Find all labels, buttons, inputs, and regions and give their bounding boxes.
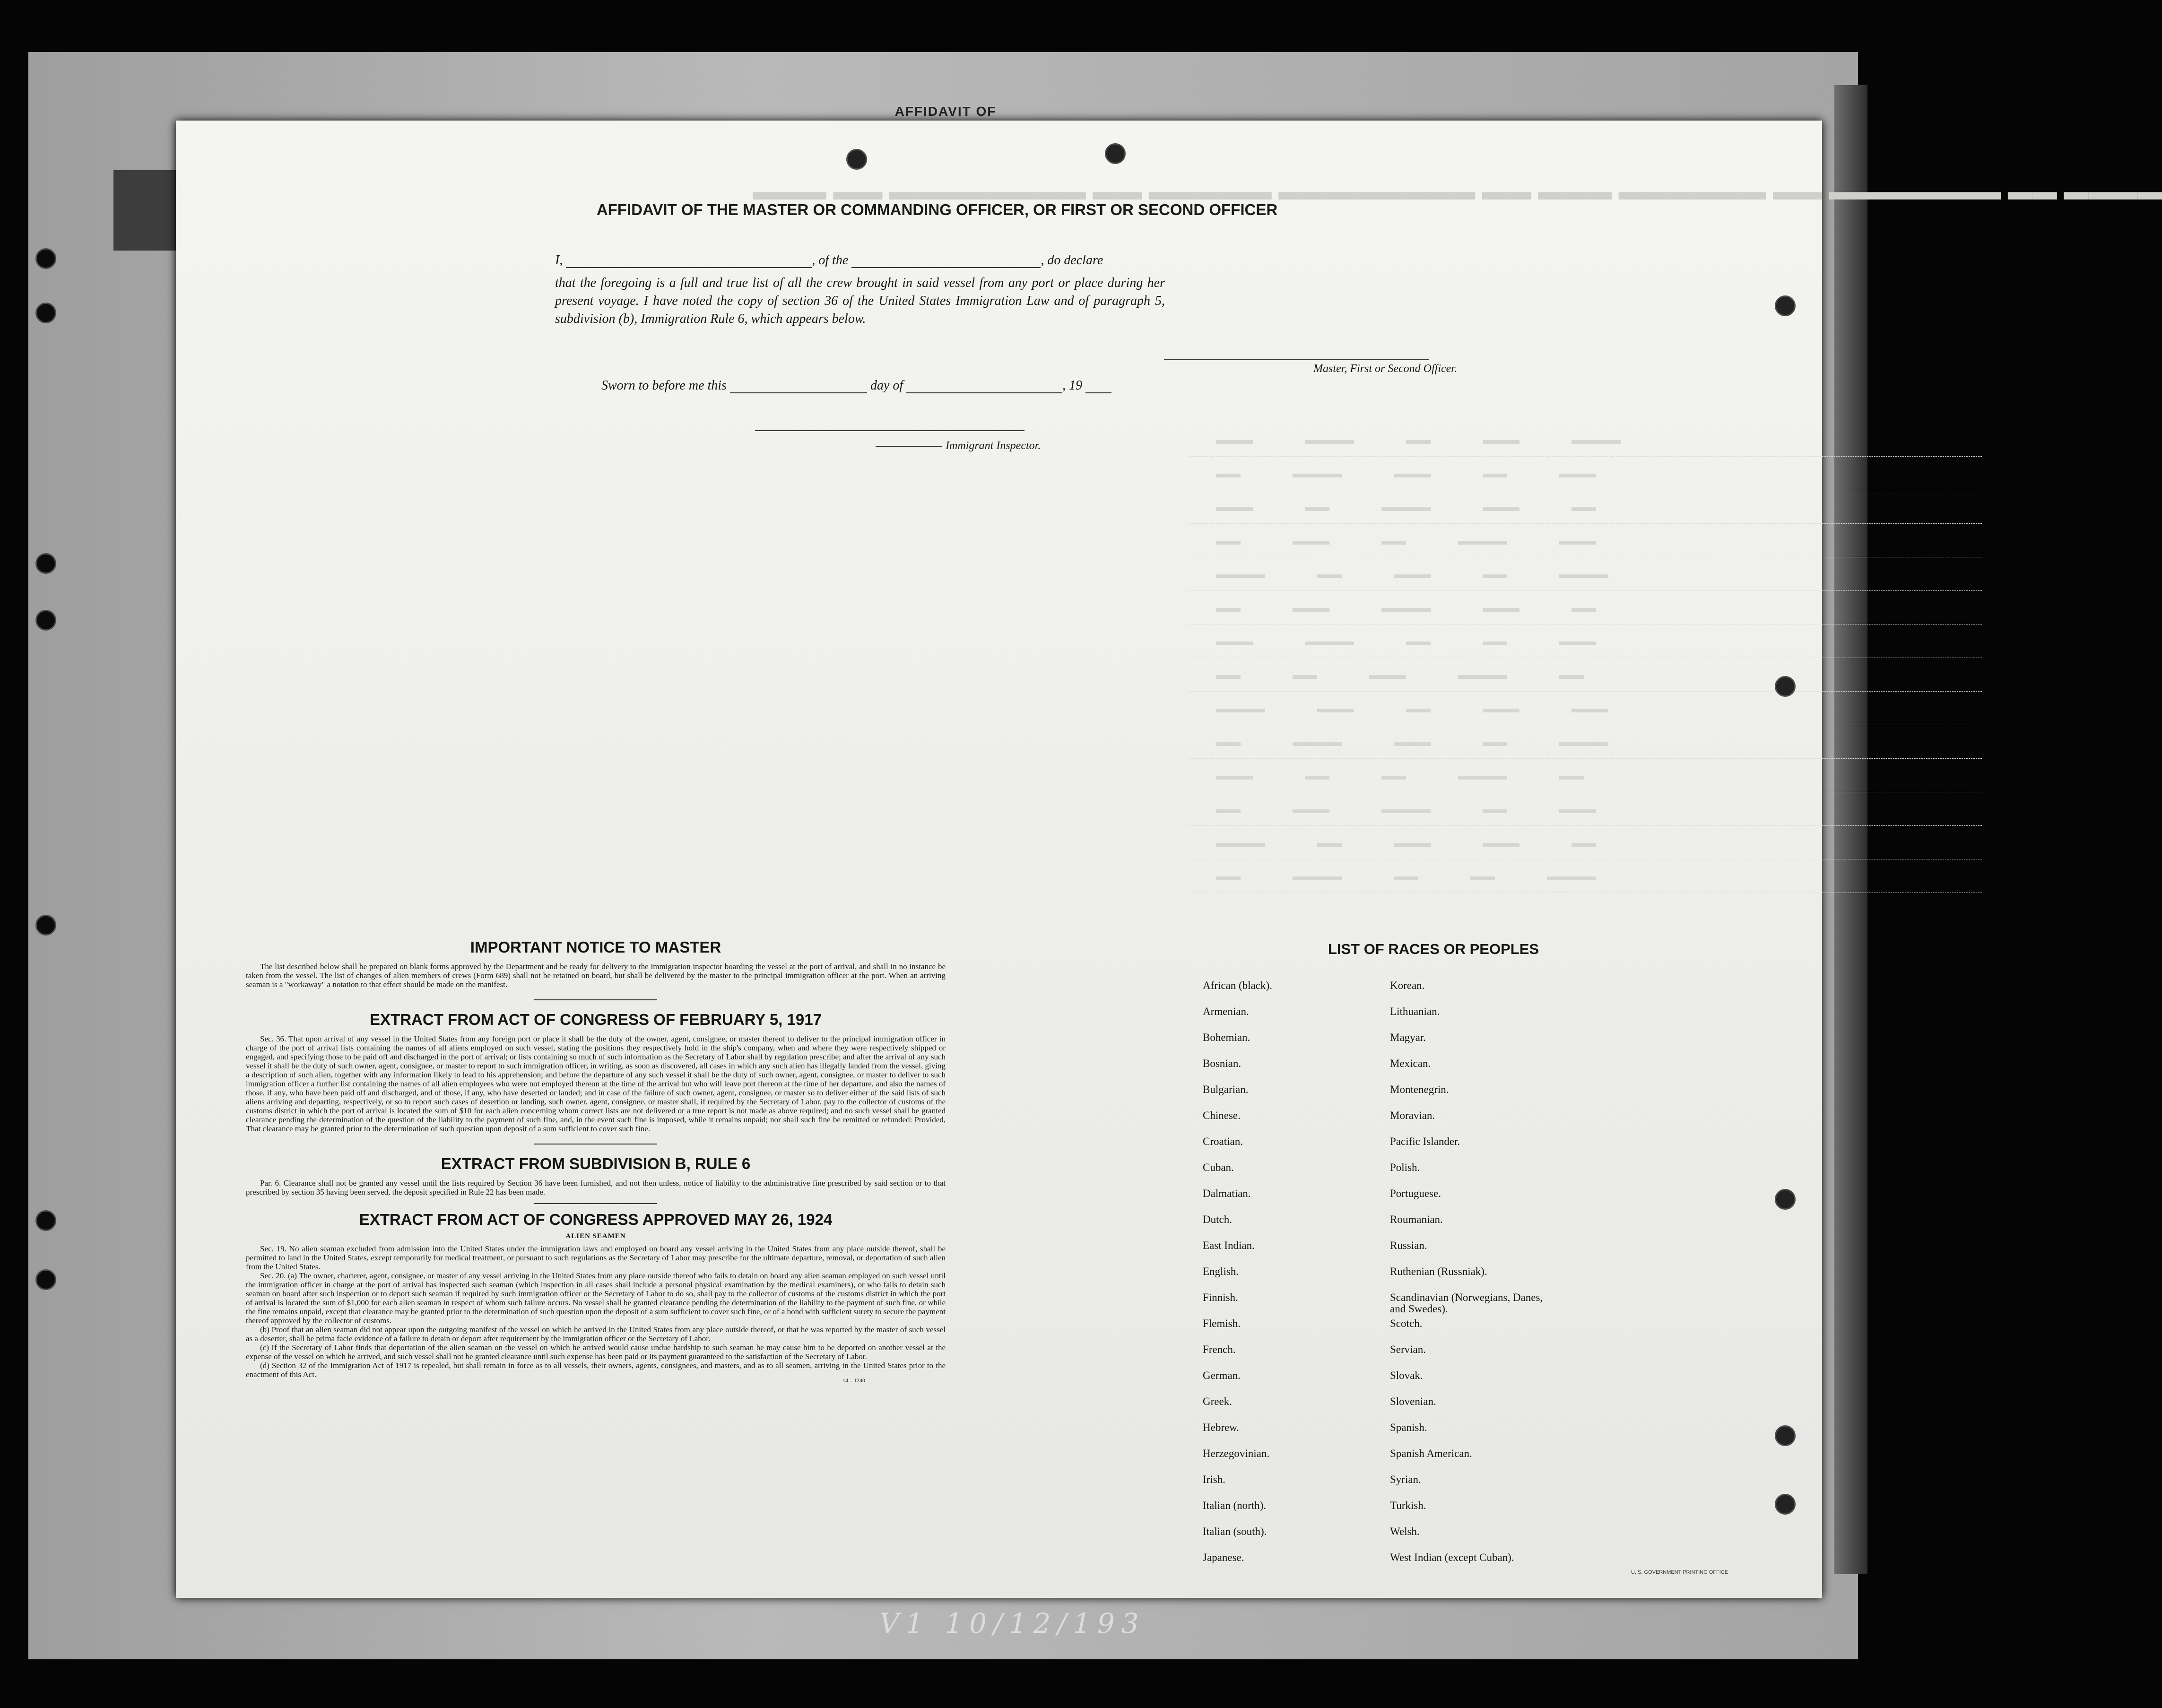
- inspector-signature-line[interactable]: [755, 430, 1025, 431]
- notice-text: The list described below shall be prepared on blank forms approved by the Department and be ready for delivery to the immigration inspector boarding the vessel at the port of arrival, and shall in no instance be taken from the vessel. The list of changes of alien members of crews (Form 689) shall not be retained on board, but shall be delivered by the master to the principal immigration officer at the port. When an arriving seaman is a "workaway" a notation to that effect should be made on the manifest.: [246, 962, 946, 989]
- sworn-year-label: , 19: [1062, 378, 1083, 393]
- inspector-label: Immigrant Inspector.: [946, 440, 1041, 452]
- race-item: Bohemian.: [1203, 1032, 1250, 1043]
- race-item: Bosnian.: [1203, 1058, 1242, 1069]
- race-item: Greek.: [1203, 1396, 1232, 1407]
- race-item: Lithuanian.: [1390, 1006, 1440, 1017]
- race-item: Russian.: [1390, 1240, 1427, 1251]
- sworn-line: [601, 378, 1192, 393]
- vessel-name-blank[interactable]: [851, 255, 1041, 268]
- binder-hole: [35, 303, 56, 323]
- manifest-page: [176, 121, 2162, 1598]
- extract-1924-sec20d: (d) Section 32 of the Immigration Act of 1917 is repealed, but shall remain in force as to all vessels, their owners, agents, consignees, and masters, and as to all seamen, arriving in the United States prior to the enactment of this Act.: [246, 1361, 946, 1379]
- race-item: Slovak.: [1390, 1370, 1423, 1381]
- race-item: English.: [1203, 1266, 1239, 1277]
- extract-1924-sec19: Sec. 19. No alien seaman excluded from admission into the United States under the immigration laws and employed on board any vessel arriving in the United States from any place outside thereof, shall be permitted to land in the United States, except temporarily for medical treatment, or pursuant to such regulations as the Secretary of Labor may prescribe for the ultimate departure, removal, or deportation of such alien from the United States.: [246, 1244, 946, 1271]
- race-item: Turkish.: [1390, 1500, 1426, 1511]
- binder-hole: [35, 610, 56, 631]
- master-signature-label: Master, First or Second Officer.: [1313, 363, 1457, 375]
- race-item: Cuban.: [1203, 1162, 1234, 1173]
- race-item: French.: [1203, 1344, 1236, 1355]
- extract-1924-sec20b: (b) Proof that an alien seaman did not appear upon the outgoing manifest of the vessel on which he arrived in the United States from any place outside thereof, or that he was reported by the master of such vessel as a deserter, shall be prima facie evidence of a failure to detain or deport after requirement by the immigration officer or the Secretary of Labor.: [246, 1325, 946, 1343]
- extract-1924-sec20c: (c) If the Secretary of Labor finds that deportation of the alien seaman on the vessel on which he arrived would cause undue hardship to such seaman he may cause him to be deported on another vessel at the expense of the vessel on which he arrived, and such vessel shall not be granted clearance until such expense has been paid or its payment guaranteed to the satisfaction of the Secretary of Labor.: [246, 1343, 946, 1361]
- binder-hole: [1775, 1189, 1796, 1210]
- binder-hole: [35, 1210, 56, 1231]
- binder-hole: [35, 1269, 56, 1290]
- binder-hole: [35, 553, 56, 574]
- form-code: 14—1240: [842, 1377, 865, 1384]
- race-item: Dalmatian.: [1203, 1188, 1251, 1199]
- race-item: Scandinavian (Norwegians, Danes, and Swedes).: [1390, 1292, 1543, 1315]
- race-item: Welsh.: [1390, 1526, 1420, 1537]
- binder-hole: [1775, 1494, 1796, 1515]
- race-item: Portuguese.: [1390, 1188, 1441, 1199]
- do-declare-label: , do declare: [1041, 253, 1103, 268]
- sworn-day-of: day of: [870, 378, 903, 393]
- race-item: Montenegrin.: [1390, 1084, 1449, 1095]
- bleedthrough-rows: ▬▬▬ ▬▬▬▬ ▬▬ ▬▬▬ ▬▬▬▬ ▬▬ ▬▬▬▬ ▬▬▬ ▬▬ ▬▬▬ ▬▬▬ ▬▬ ▬▬▬▬ ▬▬▬ ▬▬ ▬▬ ▬▬▬ ▬▬ ▬▬▬▬ ▬▬▬ ▬▬▬▬ ▬▬ ▬▬▬ ▬▬ ▬▬▬▬ ▬▬ ▬▬▬ ▬▬▬▬ ▬▬▬ ▬▬ ▬▬▬ ▬▬▬▬ ▬▬ ▬▬ ▬▬▬ ▬▬ ▬▬ ▬▬▬ ▬▬▬▬ ▬▬ ▬▬▬▬ ▬▬▬ ▬▬ ▬▬▬ ▬▬▬ ▬▬ ▬▬▬▬ ▬▬▬ ▬▬ ▬▬▬▬ ▬▬▬ ▬▬ ▬▬ ▬▬▬▬ ▬▬ ▬▬ ▬▬▬ ▬▬▬▬ ▬▬ ▬▬▬ ▬▬▬▬ ▬▬ ▬▬▬ ▬▬▬ ▬▬ ▬▬ ▬▬▬▬ ▬▬ ▬▬ ▬▬▬▬: [1188, 423, 1982, 893]
- extract-1917-text: Sec. 36. That upon arrival of any vessel in the United States from any foreign port or place it shall be the duty of the owner, agent, consignee, or master thereof to deliver to the principal immigration officer in charge of the port of arrival lists containing the names of all aliens employed on such vessel, stating the positions they respectively hold in the ship's company, when and where they were respectively shipped or engaged, and specifying those to be paid off and discharged in the port of arrival; or lists containing so much of such information as the Secretary of Labor shall by regulation prescribe; and after the arrival of any such vessel it shall be the duty of such owner, agent, consignee, or master to report to such immigration officer, in writing, as soon as discovered, all cases in which any such alien has illegally landed from the vessel, giving a description of such alien, together with any information likely to lead to his apprehension; and before the departure of any such vessel it shall be the duty of such owner, agent, consignee, or master to deliver to such immigration officer a further list containing the names of all alien employees who were not employed thereon at the time of the arrival but who will leave port thereon at the time of her departure, and also the names of those, if any, who have been paid off and discharged, and of those, if any, who have deserted or landed; and in case of the failure of such owner, agent, consignee, or master so to deliver either of the said lists of such aliens arriving and departing, respectively, or so to report such cases of desertion or landing, such owner, agent, consignee, or master shall, if required by the Secretary of Labor, pay to the collector of customs of the customs district in which the port of arrival is located the sum of $10 for each alien concerning whom correct lists are not delivered or a true report is not made as above required; and no such vessel shall be granted clearance pending the determination of the question of the liability to the payment of such fine, and, in the event such fine is imposed, while it remains unpaid; nor shall such fine be remitted or refunded: Provided, That clearance may be granted prior to the determination of such question upon deposit of a sum sufficient to cover such fine.: [246, 1034, 946, 1133]
- handwritten-date: V1 10/12/193: [879, 1607, 1146, 1639]
- sworn-month-blank[interactable]: [906, 381, 1062, 393]
- race-item: Slovenian.: [1390, 1396, 1436, 1407]
- binder-hole: [846, 149, 867, 170]
- inspector-label-row: [876, 440, 1041, 452]
- race-item: Italian (south).: [1203, 1526, 1267, 1537]
- race-item: Moravian.: [1390, 1110, 1435, 1121]
- race-item: Dutch.: [1203, 1214, 1232, 1225]
- race-item: Bulgarian.: [1203, 1084, 1249, 1095]
- race-item: Hebrew.: [1203, 1422, 1240, 1433]
- race-item: Scotch.: [1390, 1318, 1423, 1329]
- sworn-prefix: Sworn to before me this: [601, 378, 727, 393]
- sworn-year-blank[interactable]: [1085, 381, 1111, 393]
- race-item: Spanish.: [1390, 1422, 1427, 1433]
- binder-hole: [1775, 295, 1796, 316]
- extract-rule6-text: Par. 6. Clearance shall not be granted any vessel until the lists required by Section 36 have been furnished, and not then unless, notice of liability to the administrative fine prescribed by said section or to that prescribed by section 35 having been served, the deposit specified in Rule 22 has been made.: [246, 1179, 946, 1196]
- margin-stamp: [113, 170, 180, 251]
- divider: [534, 999, 657, 1000]
- sworn-date-blank[interactable]: [730, 381, 867, 393]
- affidavit-declaration-line: [555, 253, 1165, 272]
- races-left-column: [1203, 980, 1420, 1578]
- background-header: AFFIDAVIT OF: [894, 104, 997, 119]
- races-right-column: [1390, 980, 1636, 1578]
- legal-notices: [246, 938, 946, 1384]
- declarant-name-blank[interactable]: [566, 255, 812, 268]
- notice-title: IMPORTANT NOTICE TO MASTER: [470, 938, 721, 956]
- race-item: Ruthenian (Russniak).: [1390, 1266, 1487, 1277]
- race-item: Finnish.: [1203, 1292, 1238, 1303]
- race-item: Italian (north).: [1203, 1500, 1267, 1511]
- race-item: Polish.: [1390, 1162, 1420, 1173]
- inspector-dash: [876, 446, 942, 447]
- binder-hole: [1105, 143, 1126, 164]
- race-item: Croatian.: [1203, 1136, 1243, 1147]
- race-item: Syrian.: [1390, 1474, 1421, 1485]
- extract-1917-title: EXTRACT FROM ACT OF CONGRESS OF FEBRUARY 5, 1917: [370, 1011, 822, 1028]
- race-item: Pacific Islander.: [1390, 1136, 1460, 1147]
- extract-1924-title: EXTRACT FROM ACT OF CONGRESS APPROVED MAY 26, 1924: [359, 1211, 833, 1228]
- race-item: Roumanian.: [1390, 1214, 1443, 1225]
- race-item: Japanese.: [1203, 1552, 1244, 1563]
- race-item: East Indian.: [1203, 1240, 1255, 1251]
- affidavit-body: that the foregoing is a full and true list of all the crew brought in said vessel from any port or place during her present voyage. I have noted the copy of section 36 of the United States Immigration Law and of paragraph 5, subdivision (b), Immigration Rule 6, which appears below.: [555, 276, 1165, 326]
- extract-1924-subtitle: ALIEN SEAMEN: [565, 1232, 626, 1240]
- race-item: Magyar.: [1390, 1032, 1426, 1043]
- race-item: German.: [1203, 1370, 1241, 1381]
- race-item: Korean.: [1390, 980, 1425, 991]
- binder-hole: [35, 915, 56, 936]
- extract-rule6-title: EXTRACT FROM SUBDIVISION B, RULE 6: [441, 1155, 751, 1172]
- race-item: Chinese.: [1203, 1110, 1241, 1121]
- extract-1924-sec20a: Sec. 20. (a) The owner, charterer, agent, consignee, or master of any vessel arriving in the United States from any place outside thereof who fails to detain on board any alien seaman employed on such vessel until the immigration officer in charge at the port of arrival has inspected such seaman (which inspection in all cases shall include a personal physical examination by the medical examiners), or who fails to detain such seaman on board after such inspection or to deport such seaman if required by such immigration officer or the Secretary of Labor to do so, shall pay to the collector of customs of the customs district in which the port of arrival is located the sum of $1,000 for each alien seaman in respect of whom such failure occurs. No vessel shall be granted clearance pending the determination of the liability to the payment of such fine, or while the fine remains unpaid, except that clearance may be granted prior to the determination of such question upon the deposit of a sum sufficient to cover such fine, or of a bond with sufficient surety to secure the payment thereof approved by the collector of customs.: [246, 1271, 946, 1325]
- race-item: Herzegovinian.: [1203, 1448, 1270, 1459]
- races-title: LIST OF RACES OR PEOPLES: [1328, 941, 1539, 957]
- race-item: West Indian (except Cuban).: [1390, 1552, 1514, 1563]
- of-the-label: , of the: [812, 253, 849, 268]
- printer-imprint: U. S. GOVERNMENT PRINTING OFFICE: [1631, 1569, 1728, 1575]
- race-item: Mexican.: [1390, 1058, 1431, 1069]
- race-item: Flemish.: [1203, 1318, 1241, 1329]
- race-item: Armenian.: [1203, 1006, 1249, 1017]
- race-item: African (black).: [1203, 980, 1272, 991]
- binder-hole: [35, 248, 56, 269]
- bleedthrough-heading: ▬▬▬ ▬▬ ▬▬▬▬▬▬▬▬ ▬▬ ▬▬▬▬▬ ▬▬▬▬▬▬▬▬ ▬▬ ▬▬▬ ▬▬▬▬▬▬ ▬▬ ▬▬▬▬▬▬▬ ▬▬ ▬▬▬▬: [753, 178, 2162, 205]
- binder-hole: [1775, 1425, 1796, 1446]
- declarant-prefix: I,: [555, 253, 563, 268]
- affidavit-title: AFFIDAVIT OF THE MASTER OR COMMANDING OFFICER, OR FIRST OR SECOND OFFICER: [596, 201, 1278, 218]
- race-item: Servian.: [1390, 1344, 1426, 1355]
- race-item: Spanish American.: [1390, 1448, 1472, 1459]
- race-item: Irish.: [1203, 1474, 1225, 1485]
- divider: [534, 1203, 657, 1204]
- master-signature-line[interactable]: [1164, 359, 1429, 360]
- binder-hole: [1775, 676, 1796, 697]
